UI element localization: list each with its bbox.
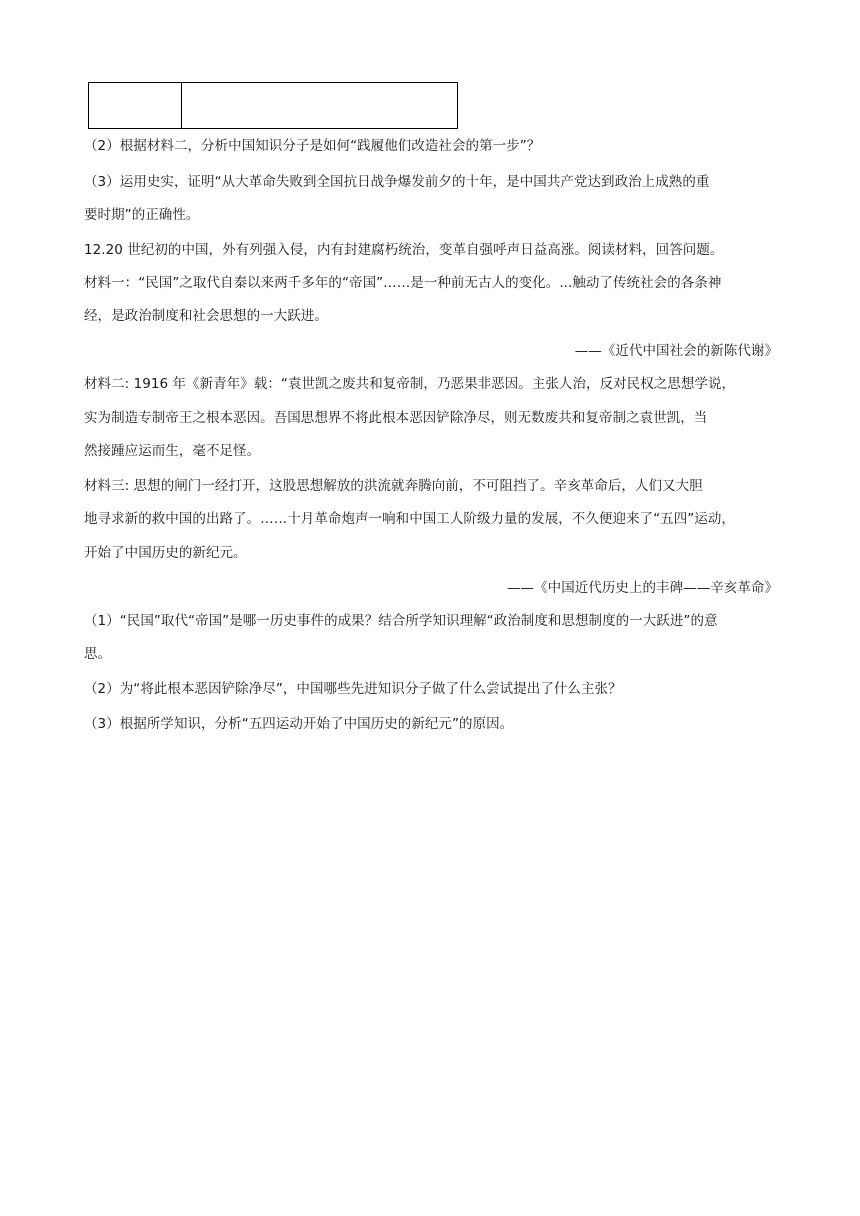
q20-material3-line1: 材料三: 思想的闸门一经打开，这股思想解放的洪流就奔腾向前，不可阻挡了。辛亥革命后，人们又大胆 bbox=[84, 478, 703, 494]
q20-material1-source: ——《近代中国社会的新陈代谢》 bbox=[574, 343, 778, 359]
q20-material3-line3: 开始了中国历史的新纪元。 bbox=[84, 545, 247, 561]
q19-sub-question-3-line1: （3）运用史实，证明“从大革命失败到全国抗日战争爆发前夕的十年，是中国共产党达到政治上成熟的重 bbox=[84, 174, 710, 190]
table-cell-right bbox=[182, 83, 457, 128]
q20-material2-line1: 材料二: 1916 年《新青年》载：“袁世凯之废共和复帝制，乃恶果非恶因。主张人治，反对民权之思想学说， bbox=[84, 376, 736, 392]
q20-sub-question-3: （3）根据所学知识，分析“五四运动开始了中国历史的新纪元”的原因。 bbox=[84, 716, 514, 732]
q20-sub-question-1-line2: 思。 bbox=[84, 646, 112, 662]
q20-material3-source: ——《中国近代历史上的丰碑——辛亥革命》 bbox=[507, 580, 778, 596]
q19-sub-question-3-line2: 要时期”的正确性。 bbox=[84, 207, 200, 223]
q20-material1-line2: 经，是政治制度和社会思想的一大跃进。 bbox=[84, 308, 328, 324]
table-cell-left bbox=[89, 83, 182, 128]
q20-stem: 12.20 世纪初的中国，外有列强入侵，内有封建腐朽统治，变革自强呼声日益高涨。阅读材料，回答问题。 bbox=[84, 242, 724, 258]
q20-material3-line2: 地寻求新的救中国的出路了。……十月革命炮声一响和中国工人阶级力量的发展，不久便迎来了“五四”运动， bbox=[84, 511, 735, 527]
q20-sub-question-2: （2）为“将此根本恶因铲除净尽”，中国哪些先进知识分子做了什么尝试提出了什么主张？ bbox=[84, 681, 622, 697]
q20-material1-line1: 材料一：“民国”之取代自秦以来两千多年的“帝国”……是一种前无古人的变化。...触动了传统社会的各条神 bbox=[84, 275, 722, 291]
q20-material2-line3: 然接踵应运而生，毫不足怪。 bbox=[84, 443, 261, 459]
q19-sub-question-2: （2）根据材料二，分析中国知识分子是如何“践履他们改造社会的第一步”？ bbox=[84, 138, 541, 154]
answer-table bbox=[88, 82, 458, 129]
q20-material2-line2: 实为制造专制帝王之根本恶因。吾国思想界不将此根本恶因铲除净尽，则无数废共和复帝制之袁世凯，当 bbox=[84, 410, 708, 426]
q20-sub-question-1-line1: （1）“民国”取代“帝国”是哪一历史事件的成果？结合所学知识理解“政治制度和思想制度的一大跃进”的意 bbox=[84, 613, 718, 629]
